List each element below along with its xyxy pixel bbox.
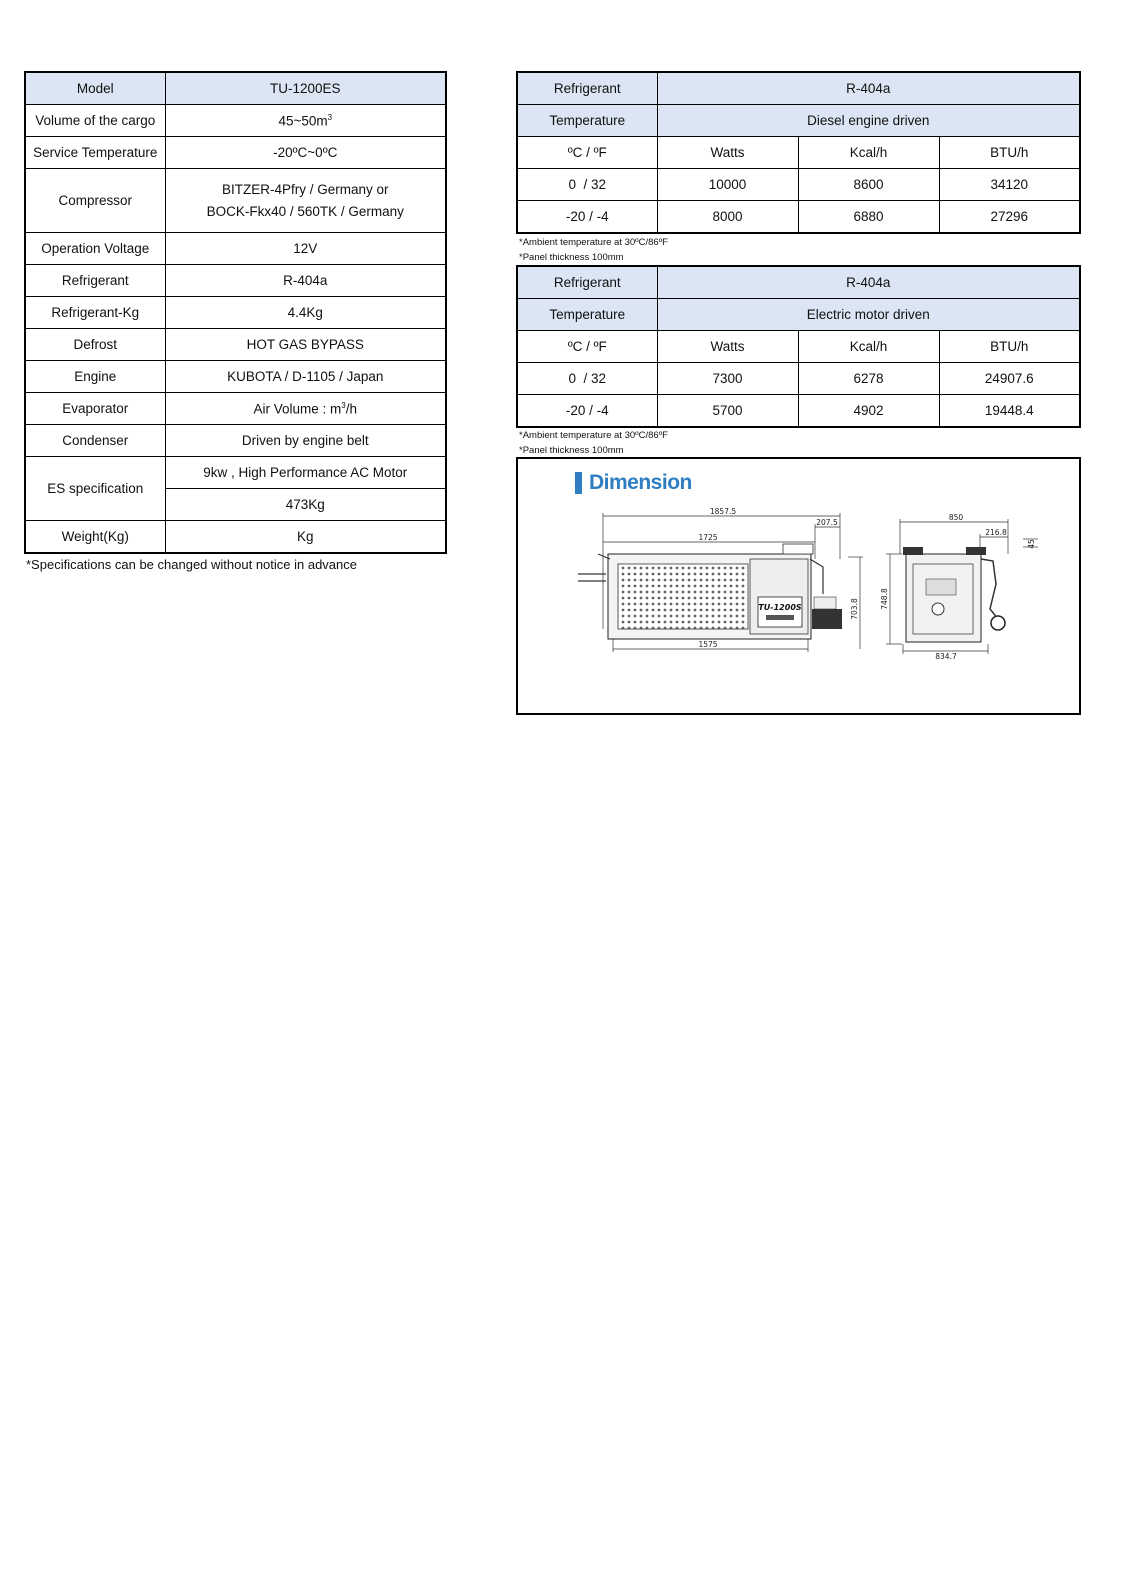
electric-footnotes: [519, 428, 668, 458]
table-row: [25, 137, 446, 169]
table-cell: 4902: [798, 395, 939, 428]
column-header: BTU/h: [939, 137, 1080, 169]
table-row: [25, 329, 446, 361]
table-row: [25, 425, 446, 457]
table-cell: 0 / 32: [517, 363, 657, 395]
spec-table: [24, 71, 447, 554]
table-cell: 10000: [657, 169, 798, 201]
spec-label: Defrost: [25, 329, 165, 361]
table-cell: 24907.6: [939, 363, 1080, 395]
refrigerant-value: R-404a: [657, 266, 1080, 299]
spec-value: BITZER-4Pfry / Germany or BOCK-Fkx40 / 560TK / Germany: [165, 169, 446, 233]
dim-label: 216.8: [985, 528, 1007, 537]
table-cell: 19448.4: [939, 395, 1080, 428]
spec-value: HOT GAS BYPASS: [165, 329, 446, 361]
drive-type: Electric motor driven: [657, 299, 1080, 331]
table-row: [517, 299, 1080, 331]
table-row: [25, 169, 446, 233]
spec-label: Refrigerant: [25, 265, 165, 297]
table-cell: 7300: [657, 363, 798, 395]
dim-label: 748.8: [880, 588, 889, 610]
table-row: [25, 457, 446, 489]
unit-badge: TU-1200S: [758, 603, 802, 612]
footnote: *Panel thickness 100mm: [519, 252, 624, 263]
dim-label: 703.8: [850, 598, 859, 620]
dimension-heading: [575, 471, 692, 495]
electric-performance-table: [516, 265, 1081, 428]
table-cell: 34120: [939, 169, 1080, 201]
column-header: Kcal/h: [798, 331, 939, 363]
footnote: *Ambient temperature at 30ºC/86ºF: [519, 237, 668, 248]
diesel-footnotes: [519, 235, 668, 265]
spec-label: Weight(Kg): [25, 521, 165, 554]
spec-label: Compressor: [25, 169, 165, 233]
spec-value: 12V: [165, 233, 446, 265]
table-row: [25, 72, 446, 105]
table-row: [25, 265, 446, 297]
column-header: Kcal/h: [798, 137, 939, 169]
spec-value: R-404a: [165, 265, 446, 297]
diesel-performance-table: [516, 71, 1081, 234]
spec-value: 473Kg: [165, 489, 446, 521]
table-row: [517, 363, 1080, 395]
spec-label: Service Temperature: [25, 137, 165, 169]
spec-value: 4.4Kg: [165, 297, 446, 329]
side-view-unit: [903, 547, 1005, 642]
table-cell: 8000: [657, 201, 798, 234]
table-row: [25, 297, 446, 329]
table-cell: 27296: [939, 201, 1080, 234]
table-cell: 8600: [798, 169, 939, 201]
table-row: [25, 361, 446, 393]
heading-bar-icon: [575, 472, 582, 494]
dim-label: 1725: [698, 533, 718, 542]
spec-label: Model: [25, 72, 165, 105]
column-header: ºC / ºF: [517, 137, 657, 169]
spec-value: 9kw , High Performance AC Motor: [165, 457, 446, 489]
table-row: [517, 266, 1080, 299]
table-header-row: [517, 137, 1080, 169]
spec-label: Operation Voltage: [25, 233, 165, 265]
table-row: [517, 201, 1080, 234]
spec-value: KUBOTA / D-1105 / Japan: [165, 361, 446, 393]
spec-label: Refrigerant-Kg: [25, 297, 165, 329]
table-row: [517, 72, 1080, 105]
table-row: [517, 395, 1080, 428]
dim-label: 45: [1027, 539, 1036, 549]
table-header-row: [517, 331, 1080, 363]
refrigerant-label: Refrigerant: [517, 72, 657, 105]
table-row: [25, 105, 446, 137]
dim-label: 1857.5: [709, 507, 737, 516]
spec-label: Evaporator: [25, 393, 165, 425]
spec-value: TU-1200ES: [165, 72, 446, 105]
column-header: Watts: [657, 331, 798, 363]
spec-footnote: *Specifications can be changed without notice in advance: [26, 557, 357, 572]
table-cell: -20 / -4: [517, 201, 657, 234]
spec-label: ES specification: [25, 457, 165, 521]
refrigerant-label: Refrigerant: [517, 266, 657, 299]
spec-value: Air Volume : $m^3/h$: [165, 393, 446, 425]
dimension-drawing: [518, 499, 1079, 659]
spec-label: Condenser: [25, 425, 165, 457]
footnote: *Ambient temperature at 30ºC/86ºF: [519, 430, 668, 441]
front-view-unit: [578, 544, 842, 639]
table-row: [25, 393, 446, 425]
dim-label: 850: [948, 513, 964, 522]
spec-value: Kg: [165, 521, 446, 554]
table-cell: 6278: [798, 363, 939, 395]
table-cell: 0 / 32: [517, 169, 657, 201]
table-row: [25, 521, 446, 554]
spec-value: -20ºC~0ºC: [165, 137, 446, 169]
table-row: [517, 169, 1080, 201]
column-header: ºC / ºF: [517, 331, 657, 363]
table-row: [517, 105, 1080, 137]
spec-label: Engine: [25, 361, 165, 393]
dim-label: 207.5: [816, 518, 838, 527]
dimension-title: Dimension: [589, 471, 692, 494]
dimension-panel: [516, 457, 1081, 715]
table-row: [25, 233, 446, 265]
spec-label: Volume of the cargo: [25, 105, 165, 137]
spec-value: $45\sim 50m^3$: [165, 105, 446, 137]
table-cell: -20 / -4: [517, 395, 657, 428]
column-header: Watts: [657, 137, 798, 169]
table-cell: 6880: [798, 201, 939, 234]
temperature-label: Temperature: [517, 299, 657, 331]
spec-value: Driven by engine belt: [165, 425, 446, 457]
temperature-label: Temperature: [517, 105, 657, 137]
column-header: BTU/h: [939, 331, 1080, 363]
dim-label: 834.7: [935, 652, 957, 659]
table-cell: 5700: [657, 395, 798, 428]
drive-type: Diesel engine driven: [657, 105, 1080, 137]
dim-label: 1575: [698, 640, 718, 649]
refrigerant-value: R-404a: [657, 72, 1080, 105]
footnote: *Panel thickness 100mm: [519, 445, 624, 456]
